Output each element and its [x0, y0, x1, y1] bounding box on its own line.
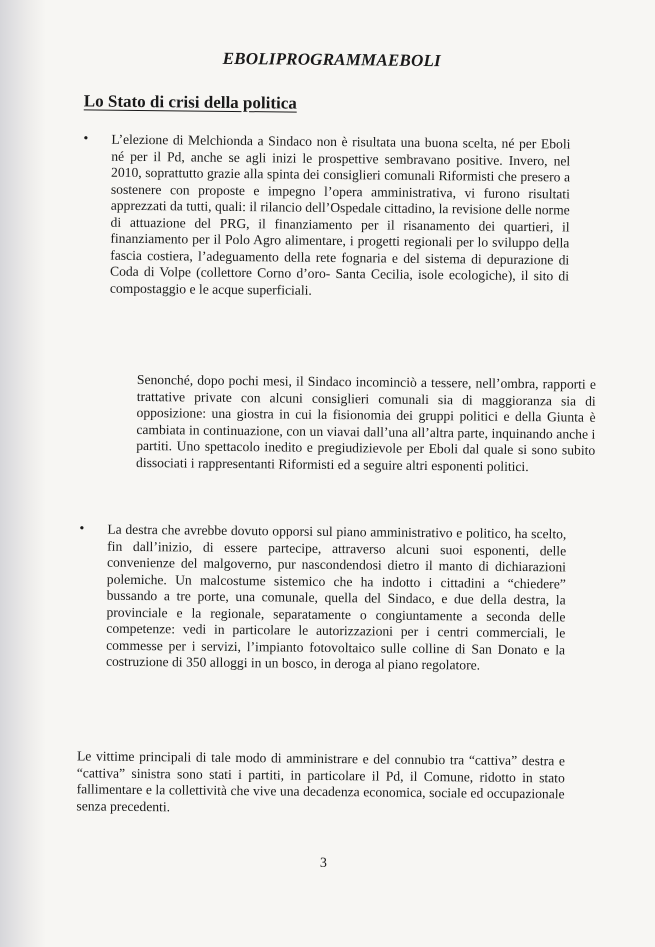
bullet-2-paragraph-1: La destra che avrebbe dovuto opporsi sul piano amministrativo e politico, ha scelto, fin dall’inizio, di essere partecipe, attraverso alcuni suoi esponenti, delle convenienze del malgoverno, pur nascondendosi dietro il manto di dichiarazioni polemiche. Un malcostume sistemico che ha indotto i cittadini a “chiedere” bussando a tre porte, una comunale, quella del Sindaco, e due della destra, la provinciale e la regionale, separatamente o congiuntamente a seconda delle competenze: vedi in particolare le autorizzazioni per i centri commerciali, le commesse per i servizi, l’impianto fotovoltaico sulle colline di San Donato e la costruzione di 350 alloggi in un bosco, in deroga al piano regolatore. — [105, 521, 567, 673]
bullet-item-2 — [78, 521, 567, 675]
closing-paragraph: Le vittime principali di tale modo di amministrare e del connubio tra “cattiva” destra e “cattiva” sinistra sono stati i partiti, in particolare il Pd, il Comune, ridotto in stato fallimentare e la collettività che vive una decadenza economica, sociale ed occupazionale senza precedenti. — [76, 748, 566, 814]
bullet-1-paragraph-2: Senonché, dopo pochi mesi, il Sindaco incominciò a tessere, nell’ombra, rapporti e trattative private con alcuni consiglieri comunali sia di maggioranza sia di opposizione: una giostra in cui la fisionomia dei gruppi politici e della Giunta è cambiata in continuazione, con un viavai dall’una all’altra parte, inquinando anche i partiti. Uno spettacolo inedito e pregiudizievole per Eboli dal quale si sono subito dissociati i rappresentanti Riformisti ed a seguire altri esponenti politici. — [135, 371, 596, 474]
bullet-icon: • — [83, 131, 89, 147]
section-title: Lo Stato di crisi della politica — [83, 91, 297, 113]
page-number: 3 — [319, 855, 327, 871]
bullet-icon: • — [79, 521, 85, 537]
bullet-1-paragraph-1: L’elezione di Melchionda a Sindaco non è risultata una buona scelta, né per Eboli né per il Pd, anche se agli inizi le prospettive sembravano positive. Invero, nel 2010, soprattutto grazie alla spinta dei consiglieri comunali Riformisti che presero a sostenere con proposte e impegno l’opera amministrativa, vi furono risultati apprezzati da tutti, quali: il rilancio dell’Ospedale cittadino, la revisione delle norme di attuazione del PRG, il finanziamento per il risanamento dei quartieri, il finanziamento per il Polo Agro alimentare, i progetti regionali per lo sviluppo della fascia costiera, l’adeguamento della rete fognaria e del sistema di depurazione di Coda di Volpe (collettore Corno d’oro- Santa Cecilia, isole ecologiche), il sito di compostaggio e le acque superficiali. — [109, 131, 571, 298]
bullet-item-1 — [82, 131, 571, 301]
running-header: EBOLIPROGRAMMAEBOLI — [222, 48, 442, 71]
